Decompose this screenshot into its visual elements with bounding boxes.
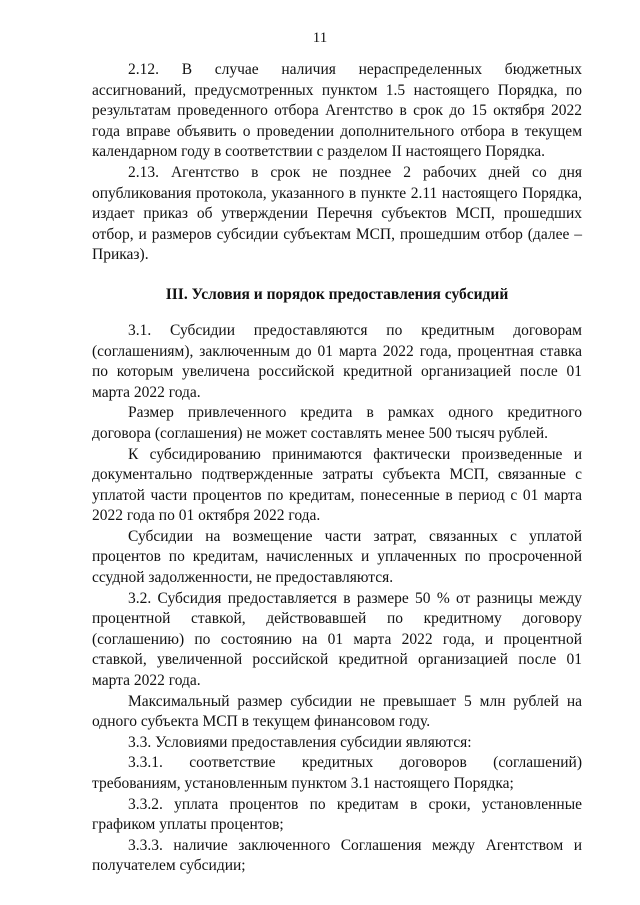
paragraph-3-3-1: 3.3.1. соответствие кредитных договоров (соглашений) требованиям, установленным пунктом 3.1 настоящего Порядка; — [92, 754, 582, 792]
paragraph-3-3: 3.3. Условиями предоставления субсидии являются: — [128, 733, 472, 751]
paragraph-2-13: 2.13. Агентство в срок не позднее 2 рабочих дней со дня опубликования протокола, указанного в пункте 2.11 настоящего Порядка, издает приказ об утверждении Перечня субъектов МСП, прошедших отбор, и размеров субсидии субъектам МСП, прошедшим отбор (далее – Приказ). — [92, 163, 582, 264]
paragraph-overdue-exclusion: Субсидии на возмещение части затрат, связанных с уплатой процентов по кредитам, начисленных и уплаченных по просроченной ссудной задолженности, не предоставляются. — [92, 527, 582, 587]
paragraph-3-1: 3.1. Субсидии предоставляются по кредитным договорам (соглашениям), заключенным до 01 марта 2022 года, процентная ставка по которым увеличена российской кредитной организацией после 01 марта 2022 года. — [92, 321, 582, 401]
paragraph-3-2: 3.2. Субсидия предоставляется в размере 50 % от разницы между процентной ставкой, действовавшей по кредитному договору (соглашению) по состоянию на 01 марта 2022 года, и процентной ставкой, увеличенной российской кредитной организацией после 01 марта 2022 года. — [92, 589, 582, 690]
page-number: 11 — [312, 30, 328, 46]
paragraph-3-3-3: 3.3.3. наличие заключенного Соглашения между Агентством и получателем субсидии; — [92, 836, 582, 875]
document-body — [92, 60, 582, 877]
paragraph-loan-size: Размер привлеченного кредита в рамках одного кредитного договора (соглашения) не может составлять менее 500 тысяч рублей. — [92, 404, 582, 442]
paragraph-subsidized-costs: К субсидированию принимаются фактически произведенные и документально подтвержденные затраты субъекта МСП, связанные с уплатой части процентов по кредитам, понесенные в период с 01 марта 2022 года по 01 октября 2022 года. — [92, 445, 582, 525]
paragraph-max-subsidy: Максимальный размер субсидии не превышает 5 млн рублей на одного субъекта МСП в текущем финансовом году. — [92, 692, 582, 731]
paragraph-2-12: 2.12. В случае наличия нераспределенных бюджетных ассигнований, предусмотренных пунктом 1.5 настоящего Порядка, по результатам проведенного отбора Агентство в срок до 15 октября 2022 года вправе объявить о проведении дополнительного отбора в текущем календарном году в соответствии с разделом II настоящего Порядка. — [92, 61, 582, 161]
paragraph-3-3-2: 3.3.2. уплата процентов по кредитам в сроки, установленные графиком уплаты процентов; — [92, 795, 582, 834]
section-heading: III. Условия и порядок предоставления субсидий — [165, 285, 509, 303]
